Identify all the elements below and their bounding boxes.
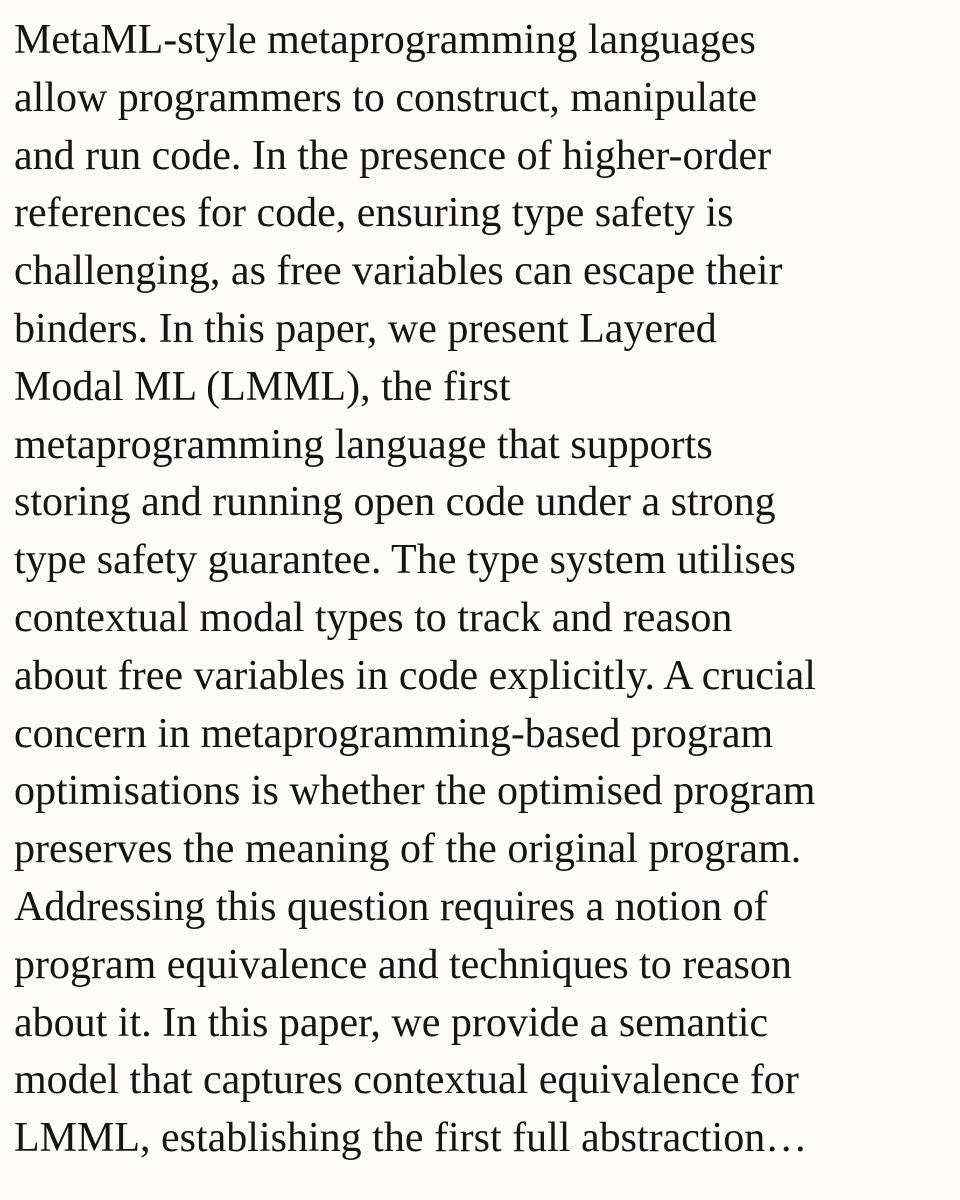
text-line-8: metaprogramming language that supports	[14, 421, 713, 468]
text-line-10: type safety guarantee. The type system utilises	[14, 537, 796, 584]
text-line-15: preserves the meaning of the original program.	[14, 826, 802, 873]
text-line-5: challenging, as free variables can escape their	[14, 248, 783, 295]
text-line-20: LMML, establishing the first full abstraction…	[14, 1115, 808, 1162]
text-line-2: allow programmers to construct, manipulate	[14, 74, 757, 121]
text-line-4: references for code, ensuring type safety is	[14, 190, 734, 237]
text-line-17: program equivalence and techniques to reason	[14, 941, 792, 988]
text-line-18: about it. In this paper, we provide a semantic	[14, 999, 769, 1046]
text-line-3: and run code. In the presence of higher-order	[14, 132, 772, 179]
text-line-9: storing and running open code under a strong	[14, 479, 776, 526]
text-line-7: Modal ML (LMML), the first	[14, 363, 511, 410]
text-line-13: concern in metaprogramming-based program	[14, 710, 774, 757]
text-line-16: Addressing this question requires a notion of	[14, 883, 768, 930]
text-line-1: MetaML-style metaprogramming languages	[14, 17, 756, 63]
text-line-11: contextual modal types to track and reason	[14, 594, 733, 641]
text-line-12: about free variables in code explicitly. A crucial	[14, 652, 816, 699]
text-line-6: binders. In this paper, we present Layered	[14, 305, 717, 352]
text-line-19: model that captures contextual equivalence for	[14, 1057, 799, 1104]
text-line-14: optimisations is whether the optimised program	[14, 768, 816, 815]
